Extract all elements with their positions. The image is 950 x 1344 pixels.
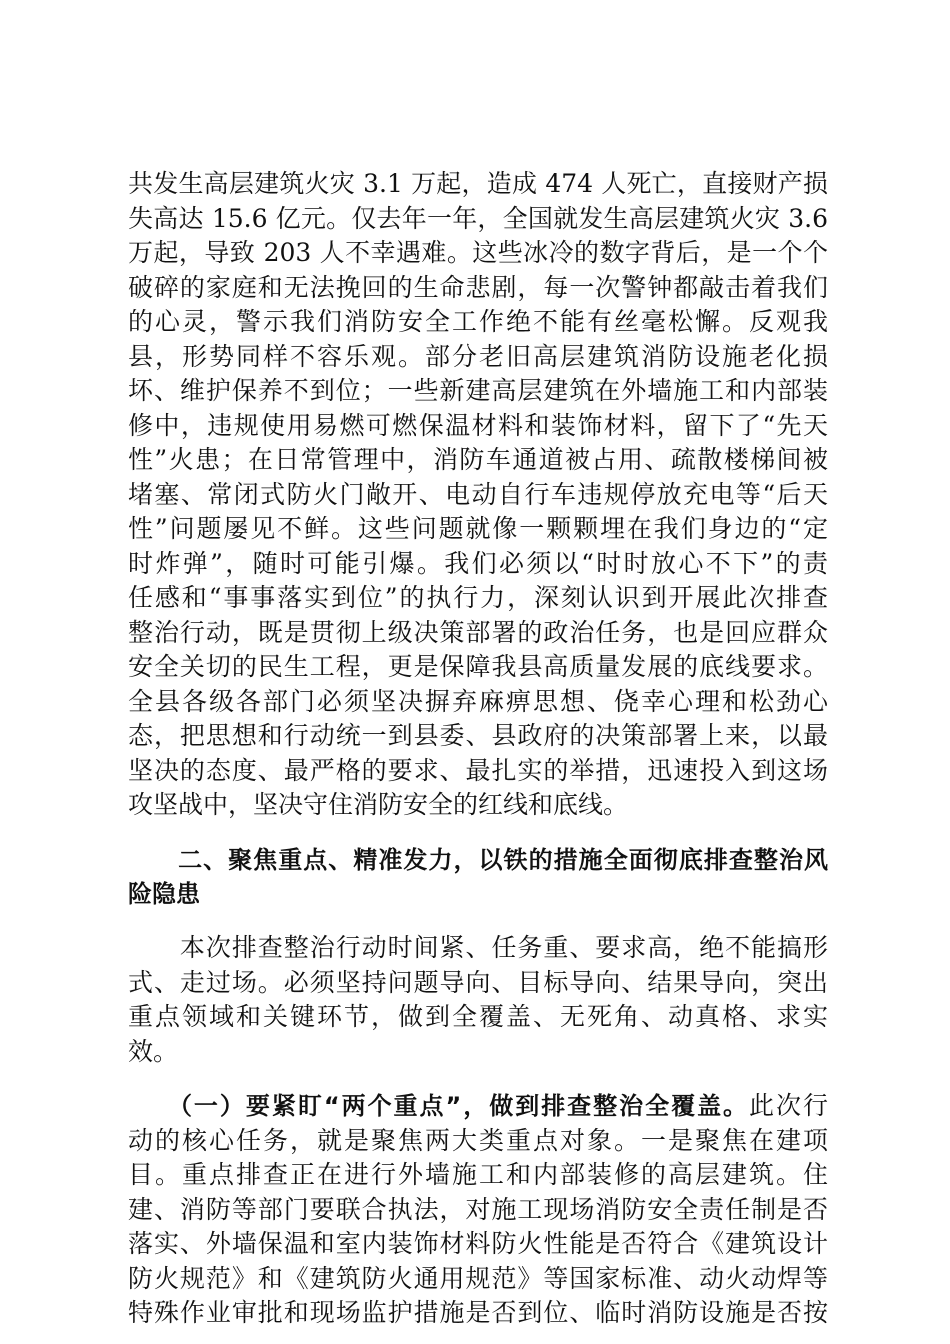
body-line: 县，形势同样不容乐观。部分老旧高层建筑消防设施老化损 xyxy=(128,342,828,371)
body-line: 时炸弹”，随时可能引爆。我们必须以“时时放心不下”的责 xyxy=(128,549,828,578)
body-line: 性”问题屡见不鲜。这些问题就像一颗颗埋在我们身边的“定 xyxy=(128,514,828,543)
body-line: 特殊作业审批和现场监护措施是否到位、临时消防设施是否按 xyxy=(128,1298,828,1327)
body-line: 的心灵，警示我们消防安全工作绝不能有丝毫松懈。反观我 xyxy=(128,307,828,336)
body-line: 目。重点排查正在进行外墙施工和内部装修的高层建筑。住 xyxy=(128,1160,828,1189)
body-line: 失高达 15.6 亿元。仅去年一年，全国就发生高层建筑火灾 3.6 xyxy=(128,204,828,233)
body-line: 坏、维护保养不到位；一些新建高层建筑在外墙施工和内部装 xyxy=(128,376,828,405)
body-line: 共发生高层建筑火灾 3.1 万起，造成 474 人死亡，直接财产损 xyxy=(128,169,828,198)
body-line: 重点领域和关键环节，做到全覆盖、无死角、动真格、求实 xyxy=(128,1002,828,1031)
body-line: 安全关切的民生工程，更是保障我县高质量发展的底线要求。 xyxy=(128,652,828,681)
body-line: 堵塞、常闭式防火门敞开、电动自行车违规停放充电等“后天 xyxy=(128,480,828,509)
body-line: 建、消防等部门要联合执法，对施工现场消防安全责任制是否 xyxy=(128,1195,828,1224)
subsection-lead-tail: 此次行 xyxy=(749,1091,828,1120)
body-line: 落实、外墙保温和室内装饰材料防火性能是否符合《建筑设计 xyxy=(128,1229,828,1258)
section-heading: 二、聚焦重点、精准发力，以铁的措施全面彻底排查整治风 xyxy=(128,846,828,874)
body-line: 攻坚战中，坚决守住消防安全的红线和底线。 xyxy=(128,790,629,819)
body-line: 效。 xyxy=(128,1037,179,1066)
body-line: 防火规范》和《建筑防火通用规范》等国家标准、动火动焊等 xyxy=(128,1264,828,1293)
body-line: 任感和“事事落实到位”的执行力，深刻认识到开展此次排查 xyxy=(128,583,828,612)
subsection-lead-line xyxy=(128,1088,828,1124)
body-line: 破碎的家庭和无法挽回的生命悲剧，每一次警钟都敲击着我们 xyxy=(128,273,828,302)
body-line: 全县各级各部门必须坚决摒弃麻痹思想、侥幸心理和松劲心 xyxy=(128,687,828,716)
section-heading: 险隐患 xyxy=(128,880,200,908)
body-line: 本次排查整治行动时间紧、任务重、要求高，绝不能搞形 xyxy=(128,933,828,962)
body-line: 修中，违规使用易燃可燃保温材料和装饰材料，留下了“先天 xyxy=(128,411,828,440)
body-line: 态，把思想和行动统一到县委、县政府的决策部署上来，以最 xyxy=(128,721,828,750)
body-line: 万起，导致 203 人不幸遇难。这些冰冷的数字背后，是一个个 xyxy=(128,238,828,267)
body-line: 动的核心任务，就是聚焦两大类重点对象。一是聚焦在建项 xyxy=(128,1126,828,1155)
body-line: 式、走过场。必须坚持问题导向、目标导向、结果导向，突出 xyxy=(128,968,828,997)
body-line: 坚决的态度、最严格的要求、最扎实的举措，迅速投入到这场 xyxy=(128,756,828,785)
body-line: 整治行动，既是贯彻上级决策部署的政治任务，也是回应群众 xyxy=(128,618,828,647)
body-line: 性”火患；在日常管理中，消防车通道被占用、疏散楼梯间被 xyxy=(128,445,828,474)
subsection-heading: （一）要紧盯“两个重点”，做到排查整治全覆盖。 xyxy=(128,1092,750,1120)
